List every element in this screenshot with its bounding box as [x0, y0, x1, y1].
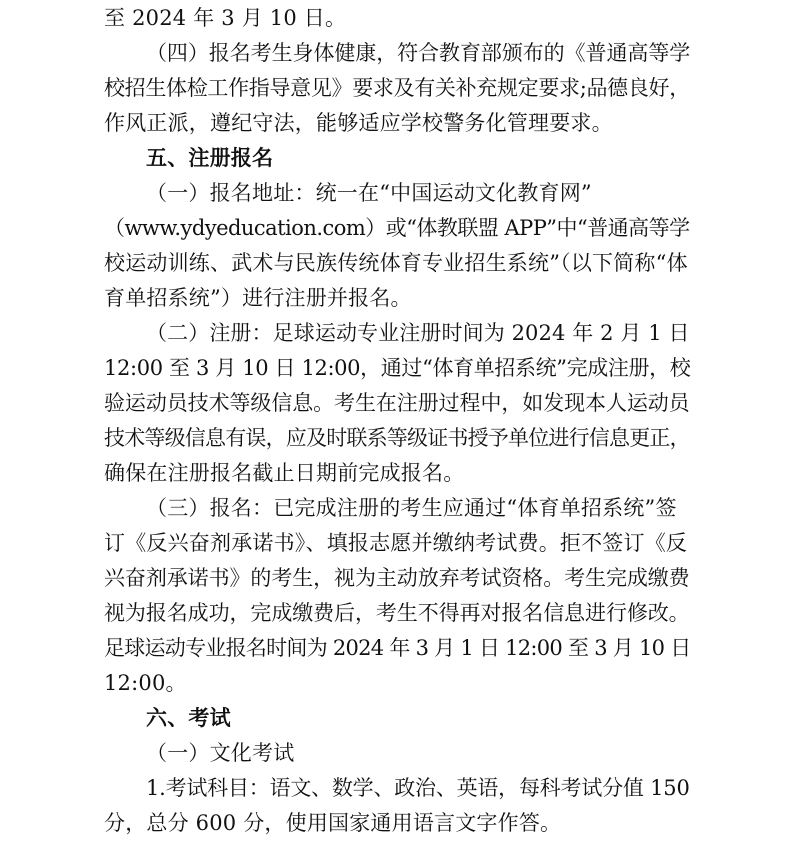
paragraph-line: 1.考试科目：语文、数学、政治、英语，每科考试分值 150	[146, 776, 690, 800]
paragraph-line: 分，总分 600 分，使用国家通用语言文字作答。	[104, 811, 562, 835]
paragraph-line: （www.ydyeducation.com）或“体教联盟 APP”中“普通高等学	[104, 216, 690, 240]
paragraph-line: 育单招系统”）进行注册并报名。	[104, 286, 412, 310]
paragraph-line: 12:00。	[104, 671, 187, 695]
paragraph-line: 确保在注册报名截止日期前完成报名。	[104, 461, 465, 485]
paragraph-line: 校招生体检工作指导意见》要求及有关补充规定要求;品德良好，	[104, 76, 690, 100]
paragraph-line: 至 2024 年 3 月 10 日。	[104, 6, 347, 30]
paragraph-line: （三）报名：已完成注册的考生应通过“体育单招系统”签	[146, 496, 677, 520]
paragraph-line: 技术等级信息有误，应及时联系等级证书授予单位进行信息更正，	[104, 426, 690, 450]
paragraph-line: （一）报名地址：统一在“中国运动文化教育网”	[146, 181, 592, 205]
paragraph-line: 作风正派，遵纪守法，能够适应学校警务化管理要求。	[104, 111, 613, 135]
section-heading: 五、注册报名	[146, 146, 274, 170]
paragraph-line: 订《反兴奋剂承诺书》、填报志愿并缴纳考试费。拒不签订《反	[104, 531, 688, 555]
paragraph-line: 兴奋剂承诺书》的考生，视为主动放弃考试资格。考生完成缴费	[104, 566, 690, 590]
paragraph-line: （二）注册：足球运动专业注册时间为 2024 年 2 月 1 日	[146, 321, 690, 345]
paragraph-line: 校运动训练、武术与民族传统体育专业招生系统”（以下简称“体	[104, 251, 688, 275]
paragraph-line: （四）报名考生身体健康，符合教育部颁布的《普通高等学	[146, 41, 691, 65]
paragraph-line: 12:00 至 3 月 10 日 12:00，通过“体育单招系统”完成注册，校	[104, 356, 691, 380]
paragraph-line: 视为报名成功，完成缴费后，考生不得再对报名信息进行修改。	[104, 601, 690, 625]
subsection-heading: （一）文化考试	[146, 741, 295, 765]
section-heading: 六、考试	[146, 706, 231, 730]
paragraph-line: 足球运动专业报名时间为 2024 年 3 月 1 日 12:00 至 3 月 10 日	[104, 636, 691, 660]
paragraph-line: 验运动员技术等级信息。考生在注册过程中，如发现本人运动员	[104, 391, 690, 415]
